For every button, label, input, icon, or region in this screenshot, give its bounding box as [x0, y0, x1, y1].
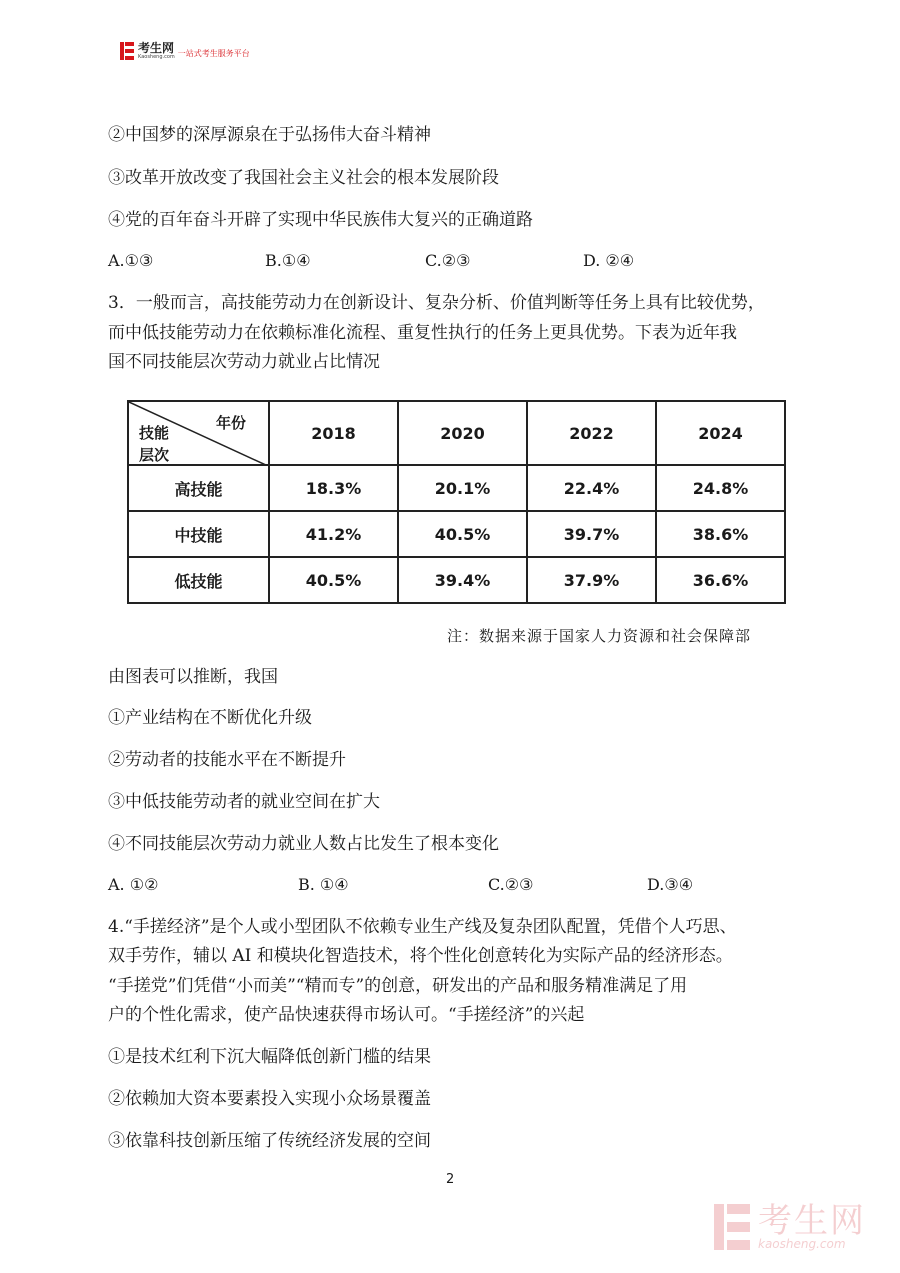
table-note: 注：数据来源于国家人力资源和社会保障部 — [447, 627, 752, 645]
row-label-mid-skill: 中技能 — [128, 511, 269, 557]
year-header: 2022 — [527, 401, 656, 465]
logo-domain: Kaosheng.com — [138, 54, 175, 60]
table-row — [128, 557, 785, 603]
q2-option-b: B.①④ — [265, 251, 311, 270]
q3-item-1: ①产业结构在不断优化升级 — [108, 708, 312, 728]
corner-label-level: 层次 — [139, 446, 170, 464]
q3-item-3: ③中低技能劳动者的就业空间在扩大 — [108, 792, 380, 812]
row-label-high-skill: 高技能 — [128, 465, 269, 511]
table-header-row — [128, 401, 785, 465]
q3-option-b: B. ①④ — [298, 875, 349, 894]
table-cell: 20.1% — [398, 465, 527, 511]
table-row — [128, 511, 785, 557]
q3-option-c: C.②③ — [488, 875, 534, 894]
skill-employment-table — [127, 400, 786, 604]
header-logo[interactable] — [120, 42, 250, 60]
watermark-logo-icon — [714, 1204, 750, 1250]
q3-option-d: D.③④ — [647, 875, 694, 894]
corner-label-year: 年份 — [215, 414, 246, 432]
q2-option-a: A.①③ — [108, 251, 154, 270]
q3-stem-line-2: 而中低技能劳动力在依赖标准化流程、重复性执行的任务上更具优势。下表为近年我 — [108, 323, 737, 343]
q3-item-2: ②劳动者的技能水平在不断提升 — [108, 750, 346, 770]
q3-option-a: A. ①② — [108, 875, 159, 894]
year-header: 2020 — [398, 401, 527, 465]
q2-option-d: D. ②④ — [583, 251, 635, 270]
corner-label-skill: 技能 — [139, 424, 170, 442]
q3-lead: 由图表可以推断，我国 — [108, 667, 278, 687]
table-cell: 39.4% — [398, 557, 527, 603]
q4-item-1: ①是技术红利下沉大幅降低创新门槛的结果 — [108, 1047, 431, 1067]
table-cell: 38.6% — [656, 511, 785, 557]
year-header: 2018 — [269, 401, 398, 465]
watermark — [714, 1203, 866, 1251]
table-cell: 39.7% — [527, 511, 656, 557]
page-number: 2 — [446, 1172, 455, 1187]
table-cell: 37.9% — [527, 557, 656, 603]
table-cell: 22.4% — [527, 465, 656, 511]
year-header: 2024 — [656, 401, 785, 465]
table-cell: 41.2% — [269, 511, 398, 557]
q4-item-3: ③依靠科技创新压缩了传统经济发展的空间 — [108, 1131, 431, 1151]
q3-item-4: ④不同技能层次劳动力就业人数占比发生了根本变化 — [108, 834, 499, 854]
watermark-domain: kaosheng.com — [758, 1237, 846, 1251]
q4-stem-line-4: 户的个性化需求，使产品快速获得市场认可。“手搓经济”的兴起 — [108, 1005, 585, 1025]
q2-option-c: C.②③ — [425, 251, 471, 270]
logo-text: 考生网 — [138, 41, 175, 55]
table-cell: 40.5% — [269, 557, 398, 603]
table-row — [128, 465, 785, 511]
q4-stem-line-1: 4.“手搓经济”是个人或小型团队不依赖专业生产线及复杂团队配置，凭借个人巧思、 — [108, 917, 737, 937]
watermark-text: 考生网 — [758, 1201, 866, 1241]
row-label-low-skill: 低技能 — [128, 557, 269, 603]
q3-stem-line-3: 国不同技能层次劳动力就业占比情况 — [108, 352, 380, 372]
q2-item-3: ③改革开放改变了我国社会主义社会的根本发展阶段 — [108, 168, 499, 188]
q2-item-4: ④党的百年奋斗开辟了实现中华民族伟大复兴的正确道路 — [108, 210, 533, 230]
table-corner-cell — [128, 401, 269, 465]
table-cell: 24.8% — [656, 465, 785, 511]
table-cell: 36.6% — [656, 557, 785, 603]
table-cell: 40.5% — [398, 511, 527, 557]
table-cell: 18.3% — [269, 465, 398, 511]
q4-stem-line-2: 双手劳作，辅以 AI 和模块化智造技术，将个性化创意转化为实际产品的经济形态。 — [108, 946, 733, 966]
q4-stem-line-3: “手搓党”们凭借“小而美”“精而专”的创意，研发出的产品和服务精准满足了用 — [108, 976, 688, 996]
q2-item-2: ②中国梦的深厚源泉在于弘扬伟大奋斗精神 — [108, 125, 431, 145]
q4-item-2: ②依赖加大资本要素投入实现小众场景覆盖 — [108, 1089, 431, 1109]
q3-stem-line-1: 3．一般而言，高技能劳动力在创新设计、复杂分析、价值判断等任务上具有比较优势， — [108, 293, 765, 313]
logo-slogan: 一站式考生服务平台 — [177, 48, 250, 58]
logo-icon — [120, 42, 134, 60]
